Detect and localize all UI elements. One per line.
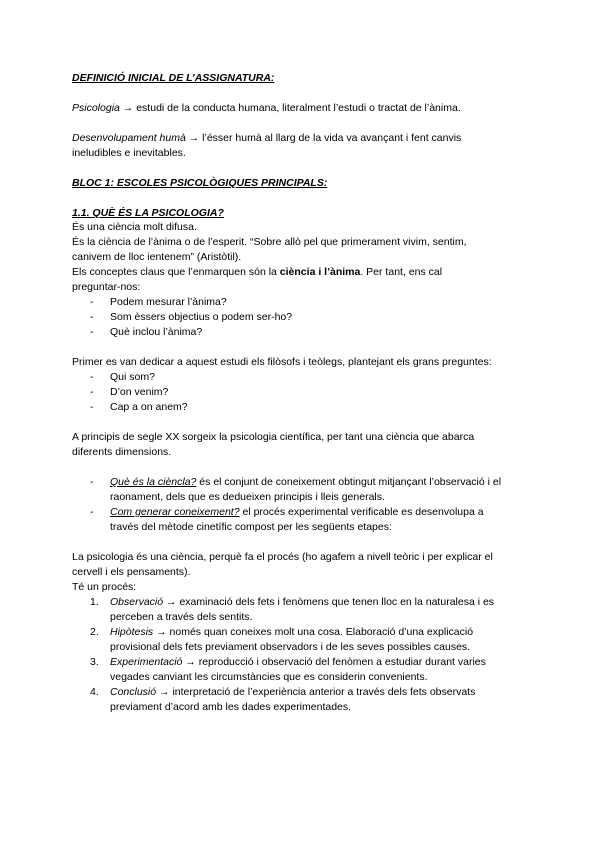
numbered-item bbox=[72, 625, 542, 640]
step-text: → reproducció i observació del fenòmen a estudiar durant varies bbox=[182, 656, 486, 668]
subsection-heading: 1.1. QUÈ ÉS LA PSICOLOGIA? bbox=[72, 207, 224, 219]
paragraph: És la ciència de l’ànima o de l’esperit. “Sobre allò pel que primerament vivim, sentim, bbox=[72, 236, 467, 248]
definition-text: estudi de la conducta humana, literalment l’estudi o tractat de l’ànima. bbox=[136, 102, 461, 114]
definition-text-cont: ineludibles e inevitables. bbox=[72, 147, 186, 159]
definition-psicologia bbox=[72, 101, 461, 116]
step-text-cont: provisional dels fets previament observadors i de les seves possibles causes. bbox=[110, 641, 471, 653]
list-item bbox=[72, 400, 372, 415]
dash-bullet: - bbox=[90, 326, 94, 338]
paragraph bbox=[72, 265, 442, 280]
arrow-icon: → bbox=[188, 132, 200, 144]
paragraph: cervell i els pensaments). bbox=[72, 566, 191, 578]
list-item-text: el procés experimental verificable es desenvolupa a bbox=[239, 506, 484, 518]
list-item-text: Què inclou l’ànima? bbox=[110, 326, 203, 338]
step-text: → interpretació de l’experiència anterior a través dels fets observats bbox=[156, 686, 476, 698]
term-desenvolupament: Desenvolupament humà bbox=[72, 132, 186, 144]
section-heading: BLOC 1: ESCOLES PSICOLÒGIQUES PRINCIPALS: bbox=[72, 177, 328, 189]
dash-bullet: - bbox=[90, 296, 94, 308]
arrow-icon: → bbox=[122, 102, 134, 114]
step-term: Experimentació bbox=[110, 656, 183, 668]
step-text-cont: previament d’acord amb les dades experimentades. bbox=[110, 701, 352, 713]
dash-bullet: - bbox=[90, 311, 94, 323]
paragraph: És una ciència molt difusa. bbox=[72, 221, 197, 233]
step-number: 2. bbox=[90, 626, 99, 638]
list-item-text: Som èssers objectius o podem ser-ho? bbox=[110, 311, 293, 323]
dash-bullet: - bbox=[90, 386, 94, 398]
step-number: 1. bbox=[90, 596, 99, 608]
list-item bbox=[72, 370, 372, 385]
definition-link[interactable]: Què és la cièncla? bbox=[110, 476, 197, 488]
paragraph: diferents dimensions. bbox=[72, 446, 172, 458]
step-term: Observació bbox=[110, 596, 164, 608]
step-text: → examinació dels fets i fenòmens que tenen lloc en la naturalesa i es bbox=[163, 596, 495, 608]
paragraph: Té un procés: bbox=[72, 581, 137, 593]
list-item-text: Cap a on anem? bbox=[110, 401, 188, 413]
term-psicologia: Psicologia bbox=[72, 102, 120, 114]
paragraph: canivem de lloc ientenem” (Aristòtil). bbox=[72, 251, 242, 263]
bold-text: ciència i l’ànima bbox=[279, 266, 361, 278]
list-item-text: és el conjunt de coneixement obtingut mitjançant l’observació i el bbox=[196, 476, 502, 488]
step-number: 4. bbox=[90, 686, 99, 698]
list-item-text: Podem mesurar l’ànima? bbox=[110, 296, 227, 308]
dash-bullet: - bbox=[90, 506, 94, 518]
list-item bbox=[72, 385, 372, 400]
step-text: → només quan coneixes molt una cosa. Elaboració d’una explicació bbox=[153, 626, 474, 638]
list-item bbox=[72, 325, 372, 340]
dash-bullet: - bbox=[90, 401, 94, 413]
numbered-item bbox=[72, 655, 542, 670]
list-item-text: Qui som? bbox=[110, 371, 155, 383]
numbered-item bbox=[72, 685, 542, 700]
step-text-cont: perceben a través dels sentits. bbox=[110, 611, 253, 623]
paragraph: A principis de segle XX sorgeix la psicologia científica, per tant una ciència que abarca bbox=[72, 431, 475, 443]
definition-text: l’ésser humà al llarg de la vida va avançant i fent canvis bbox=[202, 132, 462, 144]
page-title: DEFINICIÓ INICIAL DE L’ASSIGNATURA: bbox=[72, 72, 275, 84]
list-item bbox=[72, 475, 542, 490]
numbered-item bbox=[72, 595, 542, 610]
list-item-cont: través del mètode cinetífic compost per les següents etapes: bbox=[110, 521, 392, 533]
dash-bullet: - bbox=[90, 371, 94, 383]
text-run: . Per tant, ens cal bbox=[360, 266, 443, 278]
definition-link[interactable]: Com generar coneixement? bbox=[110, 506, 240, 518]
text-run: Els conceptes claus que l’enmarquen són la bbox=[72, 266, 280, 278]
list-item bbox=[72, 295, 372, 310]
dash-bullet: - bbox=[90, 476, 94, 488]
list-item-text: D’on venim? bbox=[110, 386, 169, 398]
step-term: Conclusió bbox=[110, 686, 157, 698]
list-item-cont: raonament, dels que es dedueixen principis i lleis generals. bbox=[110, 491, 385, 503]
step-text-cont: vegades canviant les circumstàncies que es considerin convenients. bbox=[110, 671, 428, 683]
definition-desenvolupament bbox=[72, 131, 461, 146]
step-number: 3. bbox=[90, 656, 99, 668]
list-item bbox=[72, 310, 372, 325]
paragraph: preguntar-nos: bbox=[72, 281, 141, 293]
list-item bbox=[72, 505, 542, 520]
step-term: Hipòtesis bbox=[110, 626, 154, 638]
paragraph: La psicologia és una ciència, perquè fa el procés (ho agafem a nivell teòric i per explicar el bbox=[72, 551, 493, 563]
paragraph: Primer es van dedicar a aquest estudi els filòsofs i teòlegs, plantejant els grans preguntes: bbox=[72, 356, 492, 368]
